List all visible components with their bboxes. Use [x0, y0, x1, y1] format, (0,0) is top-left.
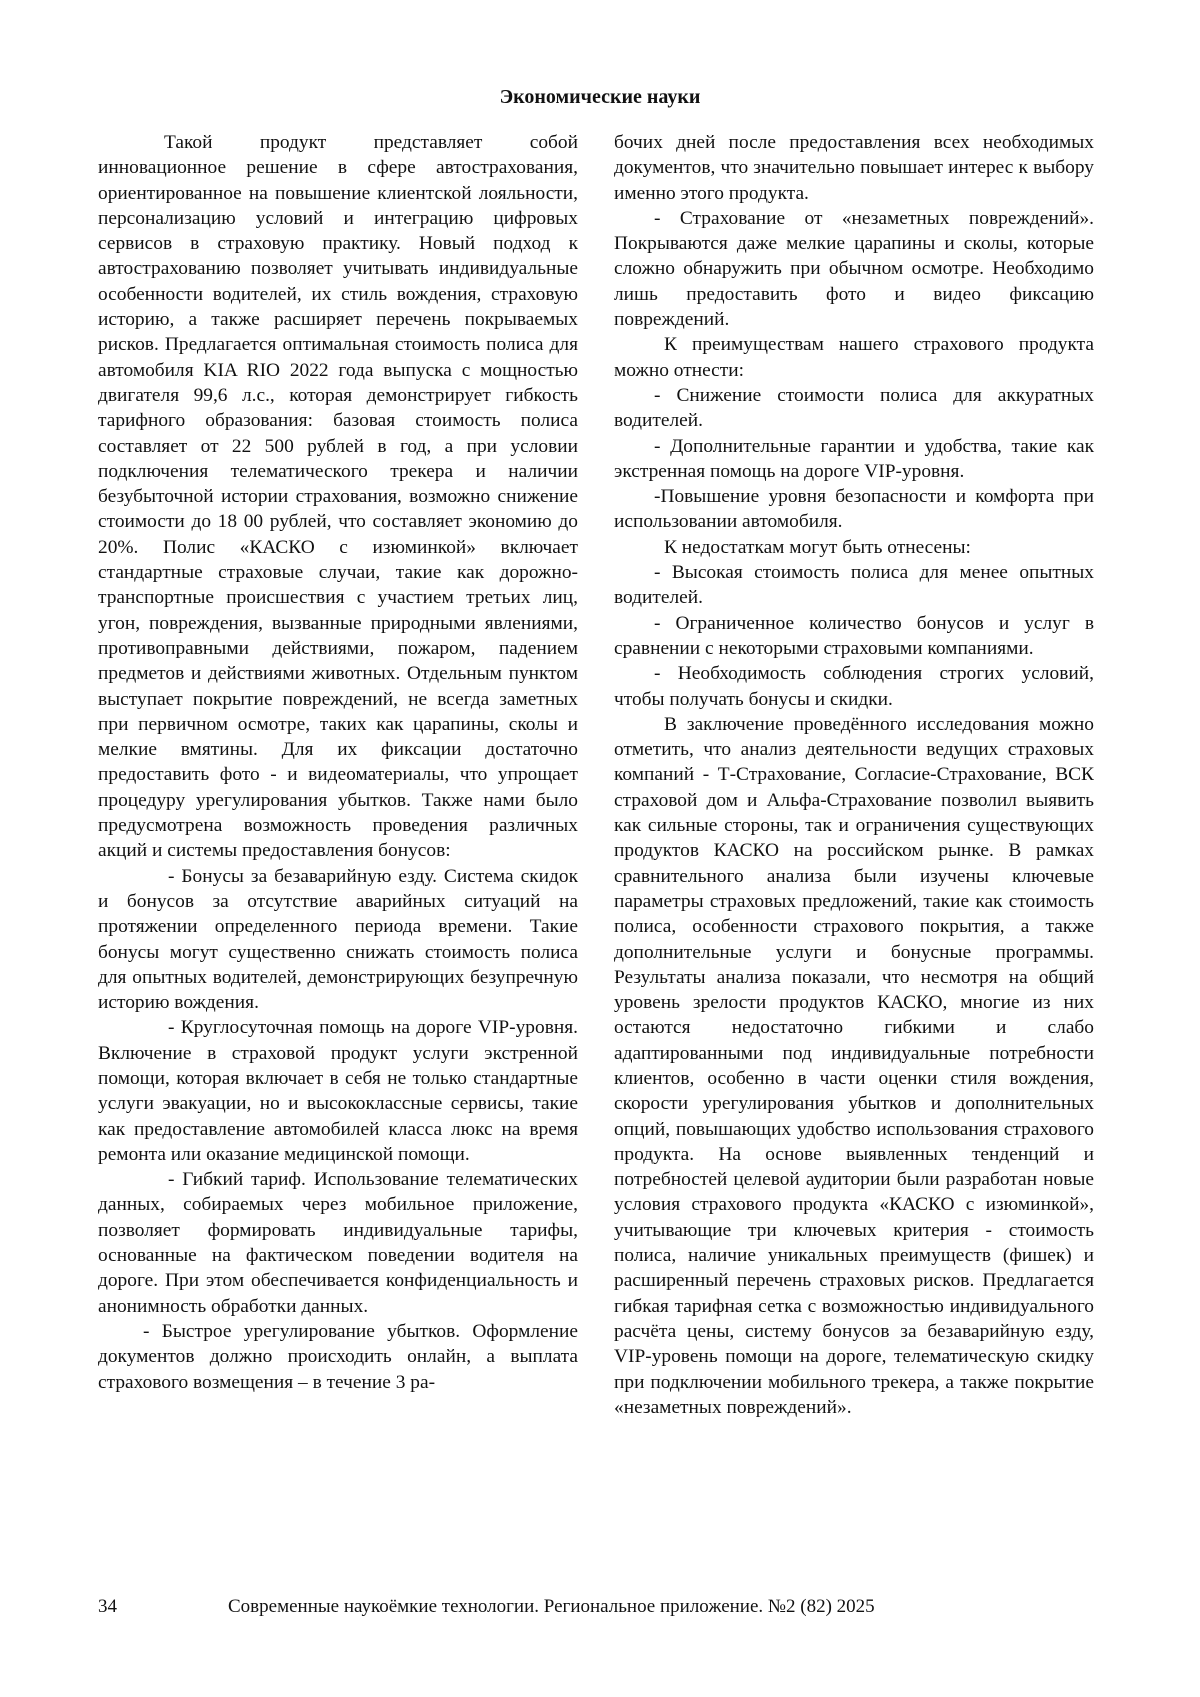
bullet-paragraph: - Высокая стоимость полиса для менее опытных водителей. [614, 562, 1094, 609]
left-column [98, 130, 578, 1395]
bullet-paragraph: - Бонусы за безаварийную езду. Система скидок и бонусов за отсутствие аварийных ситуаций на протяжении определенного периода времени. Такие бонусы могут существенно снижать стоимость полиса для опытных водителей, демонстрирующих безупречную историю вождения. [98, 865, 578, 1014]
paragraph: К преимуществам нашего страхового продукта можно отнести: [614, 334, 1094, 381]
bullet-paragraph: - Круглосуточная помощь на дороге VIP-уровня. Включение в страховой продукт услуги экстренной помощи, которая включает в себя не только стандартные услуги эвакуации, но и высококлассные сервисы, такие как предоставление автомобилей класса люкс на время ремонта или оказание медицинской помощи. [98, 1017, 578, 1165]
bullet-paragraph: - Дополнительные гарантии и удобства, такие как экстренная помощь на дороге VIP-уровня. [614, 435, 1094, 482]
paragraph: В заключение проведённого исследования можно отметить, что анализ деятельности ведущих страховых компаний - Т-Страхование, Согласие-Страхование, ВСК страховой дом и Альфа-Страхование позволил выявить как сильные стороны, так и ограничения существующих продуктов КАСКО на российском рынке. В рамках сравнительного анализа были изучены ключевые параметры страховых предложений, такие как стоимость полиса, особенности страхового покрытия, а также дополнительные услуги и бонусные программы. Результаты анализа показали, что несмотря на общий уровень зрелости продуктов КАСКО, многие из них остаются недостаточно гибкими и слабо адаптированными под индивидуальные потребности клиентов, особенно в части оценки стиля вождения, скорости урегулирования убытков и дополнительных опций, повышающих удобство использования страхового продукта. На основе выявленных тенденций и потребностей целевой аудитории были разработан новые условия страхового продукта «КАСКО с изюминкой», учитывающие три ключевых критерия - стоимость полиса, наличие уникальных преимуществ (фишек) и расширенный перечень страховых рисков. Предлагается гибкая тарифная сетка с возможностью индивидуального расчёта цены, систему бонусов за безаварийную езду, VIP-уровень помощи на дороге, телематическую скидку при подключении мобильного трекера, а также покрытие «незаметных повреждений». [614, 713, 1094, 1418]
bullet-paragraph: - Ограниченное количество бонусов и услуг в сравнении с некоторыми страховыми компаниями. [614, 612, 1094, 659]
bullet-paragraph: - Быстрое урегулирование убытков. Оформление документов должно происходить онлайн, а выплата страхового возмещения – в течение 3 ра- [98, 1320, 578, 1393]
paragraph: К недостаткам могут быть отнесены: [664, 536, 971, 558]
section-heading: Экономические науки [499, 86, 701, 108]
paragraph: Такой продукт представляет собой инновационное решение в сфере автострахования, ориентированное на повышение клиентской лояльности, персонализацию условий и интеграцию цифровых сервисов в страховую практику. Новый подход к автострахованию позволяет учитывать индивидуальные особенности водителей, их стиль вождения, страховую историю, а также расширяет перечень покрываемых рисков. Предлагается оптимальная стоимость полиса для автомобиля KIA RIO 2022 года выпуска с мощностью двигателя 99,6 л.с., которая демонстрирует гибкость тарифного образования: базовая стоимость полиса составляет от 22 500 рублей в год, а при условии подключения телематического трекера и наличии безубыточной истории страхования, возможно снижение стоимости до 18 00 рублей, что составляет экономию до 20%. Полис «КАСКО с изюминкой» включает стандартные страховые случаи, такие как дорожно-транспортные происшествия с участием третьих лиц, угон, повреждения, вызванные природными явлениями, противоправными действиями, пожаром, падением предметов и действиями животных. Отдельным пунктом выступает покрытие повреждений, не всегда заметных при первичном осмотре, таких как царапины, сколы и мелкие вмятины. Для их фиксации достаточно предоставить фото - и видеоматериалы, что упрощает процедуру урегулирования убытков. Также нами было предусмотрена возможность проведения различных акций и системы предоставления бонусов: [98, 132, 578, 862]
bullet-paragraph: - Страхование от «незаметных повреждений». Покрываются даже мелкие царапины и сколы, которые сложно обнаружить при обычном осмотре. Необходимо лишь предоставить фото и видео фиксацию повреждений. [614, 207, 1094, 331]
bullet-paragraph: - Необходимость соблюдения строгих условий, чтобы получать бонусы и скидки. [614, 663, 1094, 710]
journal-title: Современные наукоёмкие технологии. Региональное приложение. №2 (82) 2025 [228, 1596, 875, 1617]
bullet-paragraph: -Повышение уровня безопасности и комфорта при использовании автомобиля. [614, 486, 1094, 533]
paragraph: бочих дней после предоставления всех необходимых документов, что значительно повышает интерес к выбору именно этого продукта. [614, 132, 1094, 204]
page-number: 34 [98, 1596, 117, 1617]
right-column [614, 130, 1094, 1420]
bullet-paragraph: - Гибкий тариф. Использование телематических данных, собираемых через мобильное приложение, позволяет формировать индивидуальные тарифы, основанные на фактическом поведении водителя на дороге. При этом обеспечивается конфиденциальность и анонимность обработки данных. [98, 1169, 578, 1317]
bullet-paragraph: - Снижение стоимости полиса для аккуратных водителей. [614, 384, 1094, 432]
